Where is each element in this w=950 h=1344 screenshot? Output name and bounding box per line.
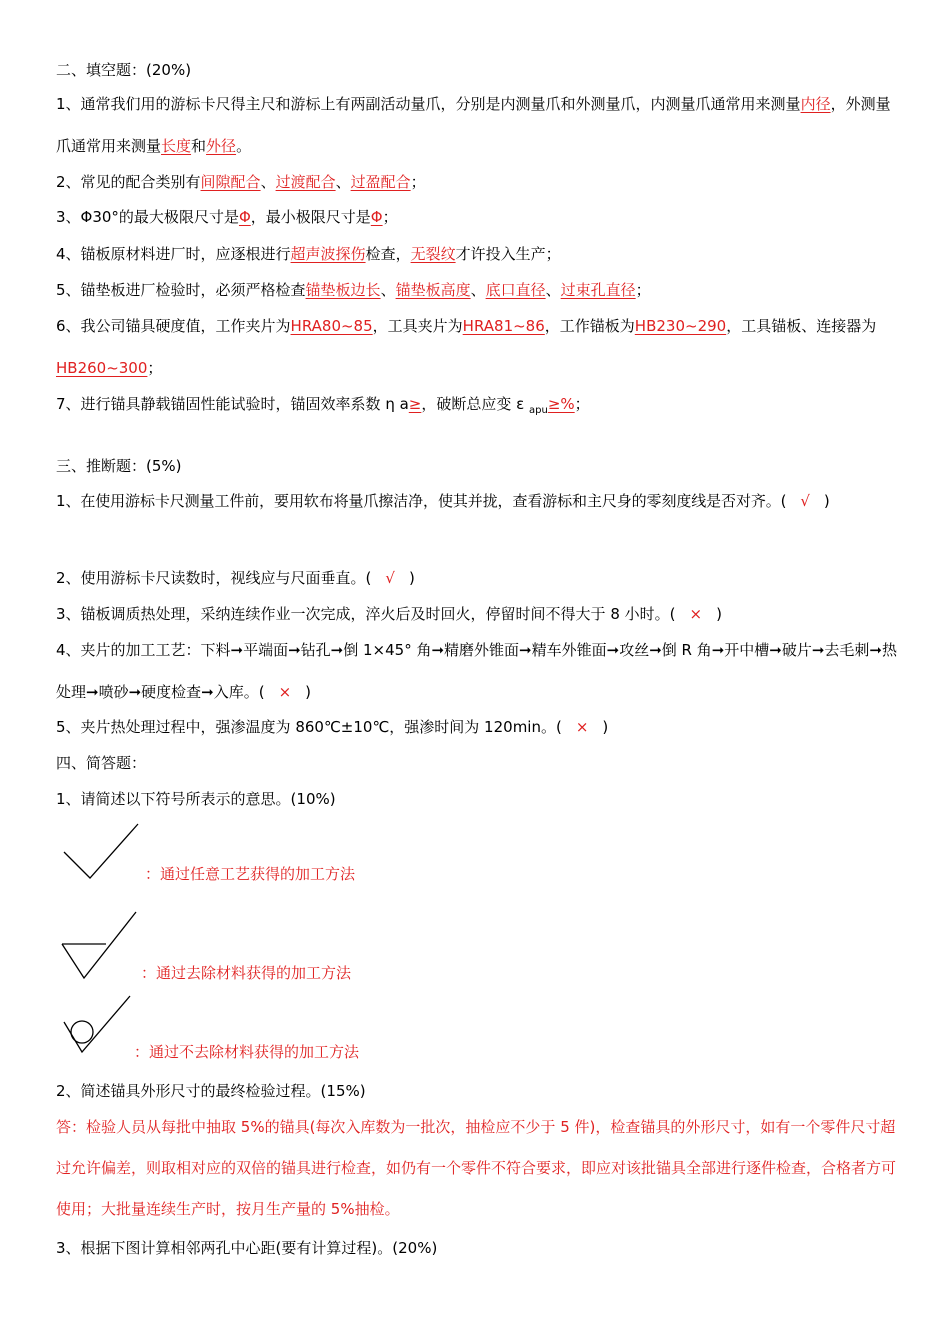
judge-question-3: 3、锚板调质热处理，采纳连续作业一次完成，淬火后及时回火，停留时间不得大于 8 小时。( × ) <box>56 605 722 623</box>
answer-blank: 过盈配合 <box>350 173 411 191</box>
check-mark: √ <box>385 569 395 587</box>
answer-blank: Φ <box>370 208 383 226</box>
symbol-1-label: ：通过任意工艺获得的加工方法 <box>145 865 356 883</box>
symbol-3-label: ：通过不去除材料获得的加工方法 <box>134 1043 360 1061</box>
symbol-2-label: ：通过去除材料获得的加工方法 <box>141 964 352 982</box>
answer-blank: 锚垫板高度 <box>395 281 471 299</box>
judge-question-2: 2、使用游标卡尺读数时，视线应与尺面垂直。( √ ) <box>56 569 415 587</box>
fill-question-7: 7、进行锚具静载锚固性能试验时，锚固效率系数 η a≥，破断总应变 ε $_{apu}$≥%； <box>56 395 590 416</box>
answer-blank: 长度 <box>161 137 192 155</box>
fill-question-3: 3、Φ30°的最大极限尺寸是Φ，最小极限尺寸是Φ； <box>56 208 398 226</box>
answer-blank: 间隙配合 <box>200 173 261 191</box>
cross-mark: × <box>575 718 589 736</box>
answer-blank: HRA81~86 <box>462 317 545 335</box>
short-question-1: 1、请简述以下符号所表示的意思。(10%) <box>56 790 336 808</box>
fill-question-5: 5、锚垫板进厂检验时，必须严格检查锚垫板边长、锚垫板高度、底口直径、过束孔直径； <box>56 281 651 299</box>
answer-blank: HRA80~85 <box>290 317 373 335</box>
answer-blank: ≥% <box>547 395 575 413</box>
surface-no-removal-icon <box>60 994 132 1056</box>
answer-blank: ≥ <box>408 395 422 413</box>
short-answer-2: 答：检验人员从每批中抽取 5%的锚具(每次入库数为一批次，抽检应不少于 5 件)，检查锚具的外形尺寸，如有一个零件尺寸超过允许偏差，则取相对应的双倍的锚具进行检查，如仍有一个零件不符合要求，即应对该批锚具全部进行逐件检查，合格者方可使用；大批量连续生产时，按月生产量的 5%抽检。 <box>56 1118 897 1218</box>
short-question-2: 2、简述锚具外形尺寸的最终检验过程。(15%) <box>56 1082 366 1100</box>
answer-blank: 外径 <box>206 137 237 155</box>
cross-mark: × <box>689 605 703 623</box>
answer-blank: 锚垫板边长 <box>305 281 381 299</box>
judge-question-5: 5、夹片热处理过程中，强渗温度为 860℃±10℃，强渗时间为 120min。( × ) <box>56 718 609 736</box>
section2-heading: 二、填空题：(20%) <box>56 61 192 79</box>
check-mark: √ <box>800 492 810 510</box>
judge-question-1: 1、在使用游标卡尺测量工件前，要用软布将量爪擦洁净，使其并拢，查看游标和主尺身的零刻度线是否对齐。( √ ) <box>56 480 902 522</box>
answer-blank: HB230~290 <box>634 317 727 335</box>
fill-question-2: 2、常见的配合类别有间隙配合、过渡配合、过盈配合； <box>56 173 426 191</box>
answer-blank: 无裂纹 <box>410 245 456 263</box>
answer-blank: 超声波探伤 <box>290 245 366 263</box>
cross-mark: × <box>278 683 292 701</box>
answer-blank: 过渡配合 <box>275 173 336 191</box>
answer-blank: 过束孔直径 <box>560 281 636 299</box>
short-question-3: 3、根据下图计算相邻两孔中心距(要有计算过程)。(20%) <box>56 1239 438 1257</box>
fill-question-4: 4、锚板原材料进厂时，应逐根进行超声波探伤检查，无裂纹才许投入生产； <box>56 245 561 263</box>
section4-heading: 四、简答题： <box>56 754 147 772</box>
surface-material-removal-icon <box>58 910 140 980</box>
fill-question-6: 6、我公司锚具硬度值，工作夹片为HRA80~85，工具夹片为HRA81~86，工作锚板为HB230~290，工具锚板、连接器为HB260~300； <box>56 317 877 377</box>
answer-blank: 内径 <box>800 95 831 113</box>
answer-blank: HB260~300 <box>56 359 148 377</box>
answer-blank: Φ <box>238 208 251 226</box>
surface-any-process-icon <box>60 820 142 882</box>
section3-heading: 三、推断题：(5%) <box>56 457 182 475</box>
judge-question-4: 4、夹片的加工工艺：下料➞平端面➞钻孔➞倒 1×45° 角➞精磨外锥面➞精车外锥面➞攻丝➞倒 R 角➞开中槽➞破片➞去毛刺➞热处理➞喷砂➞硬度检查➞入库。( × ) <box>56 629 902 713</box>
answer-blank: 底口直径 <box>485 281 546 299</box>
fill-question-1: 1、通常我们用的游标卡尺得主尺和游标上有两副活动量爪，分别是内测量爪和外测量爪，内测量爪通常用来测量内径，外测量爪通常用来测量长度和外径。 <box>56 95 891 155</box>
